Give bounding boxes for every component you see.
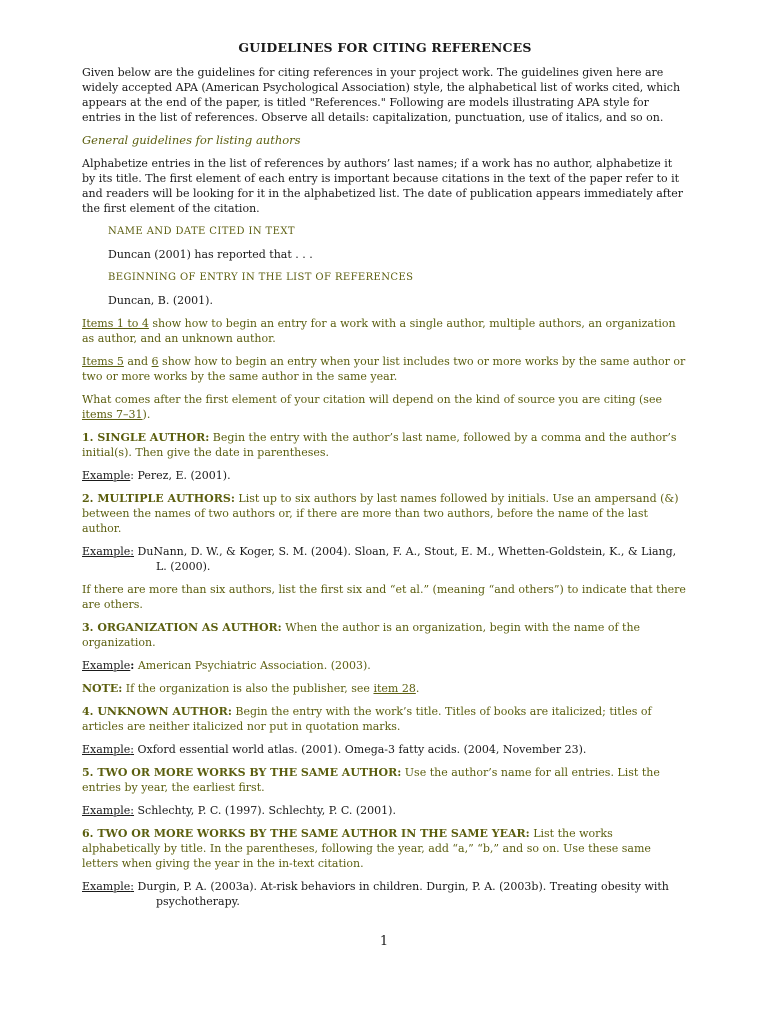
multiple-authors-section	[82, 491, 688, 536]
same-year-body: List the works alphabetically by title. In the parentheses, following the year, add “a,” “b,” and so on. Use these same letters when giving the year in the in-text citation.	[82, 827, 651, 870]
same-author-example-text: Schlechty, P. C. (1997). Schlechty, P. C. (2001).	[137, 804, 396, 817]
same-author-example: Example: Schlechty, P. C. (1997). Schlechty, P. C. (2001).	[82, 804, 396, 817]
unknown-author-example: Example: Oxford essential world atlas. (2001). Omega-3 fatty acids. (2004, November 23).	[82, 743, 587, 756]
beginning-entry-example: Duncan, B. (2001).	[108, 294, 213, 307]
name-date-example: Duncan (2001) has reported that . . .	[108, 248, 313, 261]
items-7-31-link[interactable]: items 7–31	[82, 408, 143, 421]
example-label: Example	[82, 804, 131, 817]
single-author-example-text: Perez, E. (2001).	[137, 469, 231, 482]
document-page	[82, 40, 688, 917]
note-heading: NOTE:	[82, 682, 123, 695]
items-1-4-paragraph	[82, 316, 688, 346]
after-first-text: What comes after the first element of your citation will depend on the kind of source you are citing (see	[82, 393, 662, 406]
same-author-body: Use the author’s name for all entries. List the entries by year, the earliest first.	[82, 766, 660, 794]
items-1-4-text: show how to begin an entry for a work with a single author, multiple authors, an organization as author, and an unknown author.	[82, 317, 676, 345]
items-1-4-link[interactable]: Items 1 to 4	[82, 317, 149, 330]
example-label: Example	[82, 659, 131, 672]
same-author-heading: 5. TWO OR MORE WORKS BY THE SAME AUTHOR:	[82, 766, 402, 779]
after-first-end: ).	[142, 408, 151, 421]
general-guidelines-paragraph: Alphabetize entries in the list of references by authors’ last names; if a work has no author, alphabetize it by its title. The first element of each entry is important because citations in the text of the paper refer to it and readers will be looking for it in the alphabetized list. The date of publication appears immediately after the first element of the citation.	[82, 157, 684, 215]
organization-author-body: When the author is an organization, begin with the name of the organization.	[82, 621, 641, 649]
page-title: GUIDELINES FOR CITING REFERENCES	[238, 40, 532, 55]
items-5-6-text: show how to begin an entry when your list includes two or more works by the same author or two or more works by the same author in the same year.	[82, 355, 686, 383]
note-body: If the organization is also the publisher, see	[122, 682, 374, 695]
note-end: .	[415, 682, 420, 695]
example-label: Example	[82, 469, 131, 482]
items-5-6-paragraph	[82, 354, 688, 384]
single-author-body: Begin the entry with the author’s last name, followed by a comma and the author’s initial(s). Then give the date in parentheses.	[82, 431, 677, 459]
unknown-author-example-text: Oxford essential world atlas. (2001). Omega-3 fatty acids. (2004, November 23).	[137, 743, 587, 756]
intro-paragraph: Given below are the guidelines for citing references in your project work. The guidelines given here are widely accepted APA (American Psychological Association) style, the alphabetical list of works cited, which appears at the end of the paper, is titled "References." Following are models illustrating APA style for entries in the list of references. Observe all details: capitalization, punctuation, use of italics, and so on.	[82, 66, 681, 124]
multiple-authors-example-text: DuNann, D. W., & Koger, S. M. (2004). Sloan, F. A., Stout, E. M., Whetten-Goldstein, K., & Liang, L. (2000).	[137, 545, 677, 573]
same-year-section	[82, 826, 688, 871]
single-author-section	[82, 430, 688, 460]
example-label: Example	[82, 880, 131, 893]
general-guidelines-heading: General guidelines for listing authors	[82, 133, 301, 147]
unknown-author-body: Begin the entry with the work’s title. Titles of books are italicized; titles of articles are neither italicized nor put in quotation marks.	[82, 705, 652, 733]
name-date-heading: NAME AND DATE CITED IN TEXT	[108, 226, 295, 237]
after-first-element-paragraph	[82, 392, 688, 422]
same-year-example: Example: Durgin, P. A. (2003a). At-risk behaviors in children. Durgin, P. A. (2003b). Treating obesity with psychotherapy.	[82, 880, 669, 908]
beginning-entry-heading: BEGINNING OF ENTRY IN THE LIST OF REFERENCES	[108, 272, 414, 283]
single-author-example: Example: Perez, E. (2001).	[82, 469, 231, 482]
same-author-section	[82, 765, 688, 795]
items-5-6-and: and	[123, 355, 152, 368]
organization-author-section	[82, 620, 688, 650]
same-year-example-text: Durgin, P. A. (2003a). At-risk behaviors in children. Durgin, P. A. (2003b). Treating obesity with psychotherapy.	[137, 880, 669, 908]
multiple-authors-heading: 2. MULTIPLE AUTHORS:	[82, 492, 235, 505]
multiple-authors-example: Example: DuNann, D. W., & Koger, S. M. (2004). Sloan, F. A., Stout, E. M., Whetten-Goldstein, K., & Liang, L. (2000).	[82, 545, 677, 573]
unknown-author-section	[82, 704, 688, 734]
unknown-author-heading: 4. UNKNOWN AUTHOR:	[82, 705, 232, 718]
example-label: Example	[82, 545, 131, 558]
same-year-heading: 6. TWO OR MORE WORKS BY THE SAME AUTHOR IN THE SAME YEAR:	[82, 827, 530, 840]
page-number: 1	[379, 934, 389, 949]
single-author-heading: 1. SINGLE AUTHOR:	[82, 431, 210, 444]
more-than-six-paragraph: If there are more than six authors, list the first six and “et al.” (meaning “and others”) to indicate that there are others.	[82, 583, 686, 611]
multiple-authors-body: List up to six authors by last names followed by initials. Use an ampersand (&) between the names of two authors or, if there are more than two authors, before the name of the last author.	[82, 492, 679, 535]
item-5-link[interactable]: Items 5	[82, 355, 124, 368]
organization-author-example-text: American Psychiatric Association. (2003).	[137, 659, 371, 672]
organization-note	[82, 681, 688, 696]
organization-author-heading: 3. ORGANIZATION AS AUTHOR:	[82, 621, 282, 634]
organization-author-example: Example: American Psychiatric Association. (2003).	[82, 659, 371, 672]
example-label: Example	[82, 743, 131, 756]
item-6-link[interactable]: 6	[151, 355, 159, 368]
item-28-link[interactable]: item 28	[373, 682, 416, 695]
